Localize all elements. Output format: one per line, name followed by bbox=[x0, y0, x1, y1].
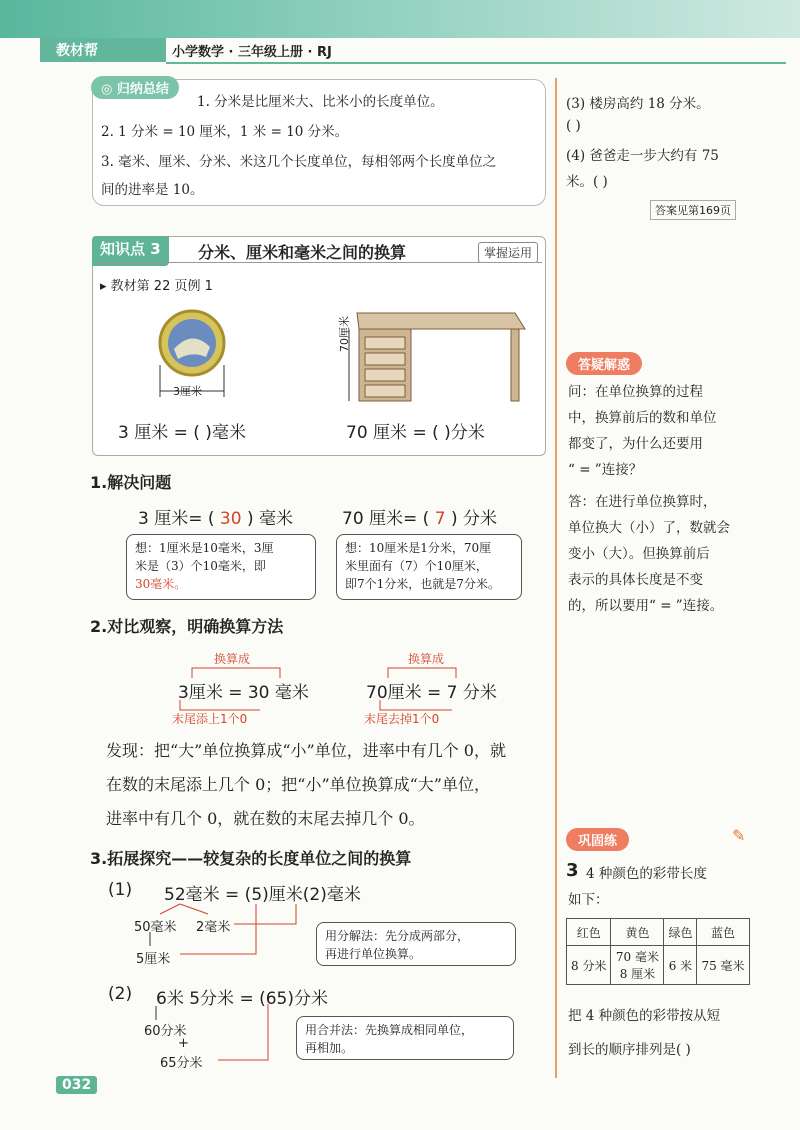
knowledge-badge: 知识点 3 bbox=[92, 236, 169, 266]
drawer-1 bbox=[365, 337, 405, 349]
practice-q-4: 到长的顺序排列是( ) bbox=[568, 1042, 691, 1058]
pencil-icon: ✎ bbox=[732, 826, 746, 845]
s3-p1-part-a: 50毫米 bbox=[134, 920, 177, 935]
table-row bbox=[567, 946, 750, 985]
s1-answer-2: 7 bbox=[434, 509, 446, 529]
knowledge-eq-1: 3 厘米 = ( )毫米 bbox=[118, 423, 246, 443]
practice-q-1: 4 种颜色的彩带长度 bbox=[586, 866, 707, 882]
s2-arrow-top-1 bbox=[192, 668, 280, 678]
drawer-4 bbox=[365, 385, 405, 397]
table-header: 绿色 bbox=[664, 919, 697, 946]
s2-note-2: 末尾去掉1个0 bbox=[364, 712, 440, 726]
faq-q-3: 都变了，为什么还要用 bbox=[568, 436, 703, 452]
knowledge-tag: 掌握运用 bbox=[478, 242, 538, 263]
table-header: 红色 bbox=[567, 919, 611, 946]
faq-q-1: 问：在单位换算的过程 bbox=[568, 384, 703, 400]
s1-note-1: 想：1厘米是10毫米，3厘 米是（3）个10毫米，即 30毫米。 bbox=[126, 534, 316, 600]
s1-eq-1: 3 厘米= ( 30 ) 毫米 bbox=[138, 509, 293, 529]
summary-line-2: 2. 1 分米 = 10 厘米，1 米 = 10 分米。 bbox=[101, 124, 349, 140]
q4-blank: 米。( ) bbox=[566, 174, 608, 190]
column-divider bbox=[555, 78, 557, 1078]
knowledge-eq-2: 70 厘米 = ( )分米 bbox=[346, 423, 485, 443]
s3-p2-plus: + bbox=[178, 1036, 189, 1051]
q4-text: (4) 爸爸走一步大约有 75 bbox=[566, 148, 719, 164]
practice-q-3: 把 4 种颜色的彩带按从短 bbox=[568, 1008, 721, 1024]
summary-line-1: 1. 分米是比厘米大、比米小的长度单位。 bbox=[197, 94, 444, 110]
s3-part-2-num: (2) bbox=[108, 984, 133, 1004]
faq-a-3: 变小（大）。但换算前后 bbox=[568, 546, 710, 562]
s3-p1-part-c: 5厘米 bbox=[136, 952, 171, 967]
s3-part-1-num: (1) bbox=[108, 880, 133, 900]
drawer-2 bbox=[365, 353, 405, 365]
s3-part-2-eq: 6米 5分米 = (65)分米 bbox=[156, 989, 328, 1009]
faq-a-4: 表示的具体长度是不变 bbox=[568, 572, 703, 588]
table-cell: 6 米 bbox=[664, 946, 697, 985]
table-cell: 75 毫米 bbox=[697, 946, 749, 985]
q3-text: (3) 楼房高约 18 分米。 bbox=[566, 96, 710, 112]
s2-note-1: 末尾添上1个0 bbox=[172, 712, 248, 726]
s2-eq-1: 3厘米 = 30 毫米 bbox=[178, 683, 309, 703]
section-3-title: 3.拓展探究——较复杂的长度单位之间的换算 bbox=[90, 849, 412, 868]
desk-top bbox=[357, 313, 525, 329]
coin-label: 3厘米 bbox=[173, 385, 202, 398]
s3-p2-note: 用合并法：先换算成相同单位， 再相加。 bbox=[296, 1016, 514, 1060]
source-ref: ▸ 教材第 22 页例 1 bbox=[100, 279, 213, 294]
header-rule bbox=[166, 62, 786, 64]
s3-p1-note: 用分解法：先分成两部分， 再进行单位换算。 bbox=[316, 922, 516, 966]
brand: 教材帮 bbox=[56, 43, 98, 59]
faq-q-4: “ = ”连接？ bbox=[568, 462, 643, 478]
s2-finding-1: 发现：把“大”单位换算成“小”单位，进率中有几个 0，就 bbox=[106, 741, 506, 760]
table-header: 黄色 bbox=[611, 919, 664, 946]
page-number: 032 bbox=[56, 1076, 97, 1094]
knowledge-rule bbox=[96, 262, 542, 263]
section-2-title: 2.对比观察，明确换算方法 bbox=[90, 617, 284, 636]
summary-box bbox=[92, 79, 546, 206]
faq-a-2: 单位换大（小）了，数就会 bbox=[568, 520, 730, 536]
drawer-3 bbox=[365, 369, 405, 381]
s2-arrow-label-2: 换算成 bbox=[408, 652, 445, 666]
s3-p1-branch-right bbox=[180, 904, 208, 914]
s3-part-2-diagram bbox=[140, 1000, 290, 1070]
table-row bbox=[567, 919, 750, 946]
practice-q-num: 3 bbox=[566, 860, 579, 881]
ribbon-table bbox=[566, 918, 750, 985]
desk-illustration bbox=[335, 305, 535, 405]
practice-badge: 巩固练 bbox=[566, 828, 629, 851]
table-cell: 70 毫米 8 厘米 bbox=[611, 946, 664, 985]
faq-badge: 答疑解惑 bbox=[566, 352, 642, 375]
summary-line-4: 间的进率是 10。 bbox=[101, 182, 204, 198]
summary-badge: ◎ 归纳总结 bbox=[91, 76, 179, 99]
s3-p2-link bbox=[218, 1004, 268, 1060]
desk-leg bbox=[511, 329, 519, 401]
knowledge-title: 分米、厘米和毫米之间的换算 bbox=[198, 243, 407, 262]
s3-p2-part-b: 65分米 bbox=[160, 1056, 203, 1071]
answer-ref: 答案见第169页 bbox=[650, 200, 736, 220]
s3-p2-part-a: 60分米 bbox=[144, 1024, 187, 1039]
table-header: 蓝色 bbox=[697, 919, 749, 946]
header-band bbox=[0, 0, 800, 38]
s2-arrow-label-1: 换算成 bbox=[214, 652, 251, 666]
s2-finding-3: 进率中有几个 0，就在数的末尾去掉几个 0。 bbox=[106, 809, 425, 828]
faq-q-2: 中，换算前后的数和单位 bbox=[568, 410, 717, 426]
desk-label: 70厘米 bbox=[338, 316, 351, 352]
faq-a-5: 的，所以要用“ = ”连接。 bbox=[568, 598, 724, 614]
s1-answer-1: 30 bbox=[219, 509, 242, 529]
s3-p1-link-mm bbox=[234, 904, 296, 924]
s1-note-2: 想：10厘米是1分米，70厘 米里面有（7）个10厘米， 即7个1分米，也就是7分米。 bbox=[336, 534, 522, 600]
s1-eq-2: 70 厘米= ( 7 ) 分米 bbox=[342, 509, 498, 529]
s3-p1-branch-left bbox=[160, 904, 180, 914]
s2-finding-2: 在数的末尾添上几个 0；把“小”单位换算成“大”单位， bbox=[106, 775, 490, 794]
summary-line-3: 3. 毫米、厘米、分米、米这几个长度单位，每相邻两个长度单位之 bbox=[101, 154, 497, 170]
s2-arrow-top-2 bbox=[388, 668, 456, 678]
s3-p1-part-b: 2毫米 bbox=[196, 920, 231, 935]
book-title: 小学数学 · 三年级上册 · RJ bbox=[172, 45, 332, 60]
faq-a-1: 答：在进行单位换算时， bbox=[568, 494, 717, 510]
section-1-title: 1.解决问题 bbox=[90, 473, 172, 492]
s3-part-1-eq: 52毫米 = (5)厘米(2)毫米 bbox=[164, 885, 361, 905]
table-cell: 8 分米 bbox=[567, 946, 611, 985]
q3-blank: ( ) bbox=[566, 118, 581, 134]
practice-q-2: 如下： bbox=[568, 892, 609, 908]
s2-eq-2: 70厘米 = 7 分米 bbox=[366, 683, 497, 703]
